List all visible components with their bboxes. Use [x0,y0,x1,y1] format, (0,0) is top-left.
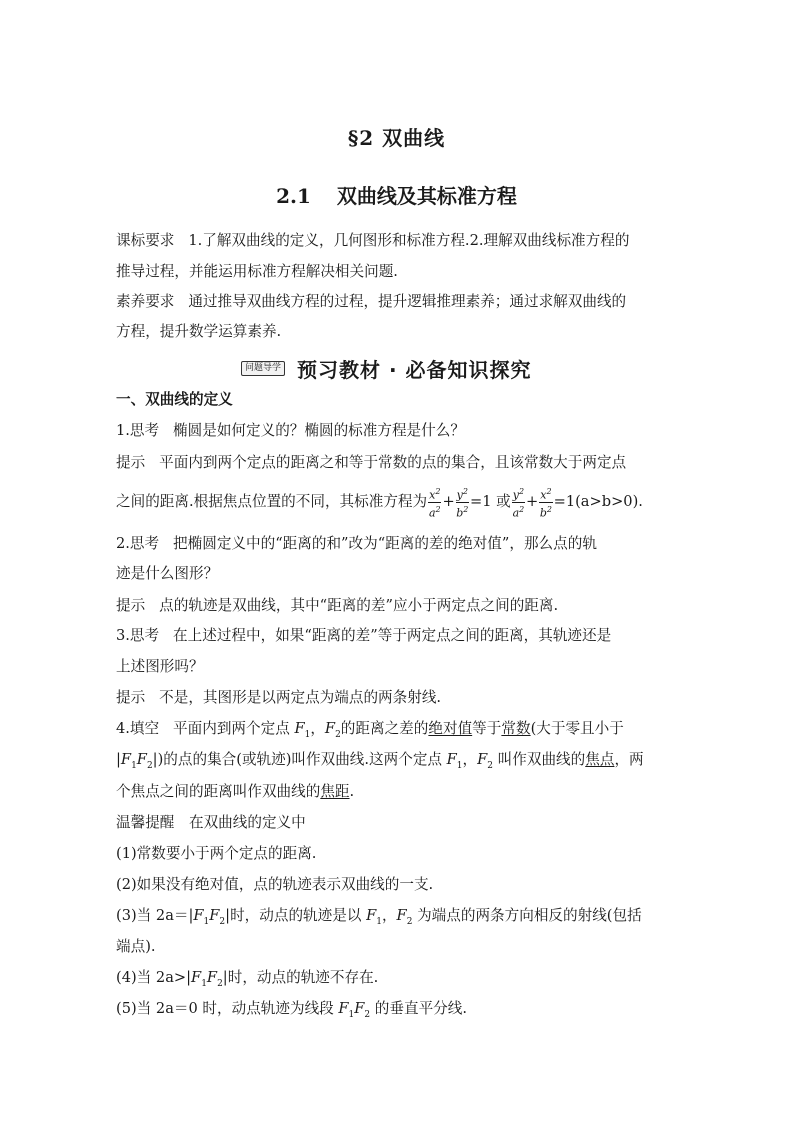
tip-3-text-b: 时，动点的轨迹是以 [230,907,367,924]
tip-1: (1)常数要小于两个定点的距离. [116,845,317,862]
q3-line1 [116,626,696,646]
q1-hint-label: 提示 [116,454,146,471]
q1-hint-line1 [116,453,696,473]
standard-requirement-line2: 推导过程，并能运用标准方程解决相关问题. [116,263,398,280]
tip-2: (2)如果没有绝对值，点的轨迹表示双曲线的一支. [116,876,434,893]
tip-3-line2: 端点). [116,938,156,955]
q3-hint-label: 提示 [116,689,146,706]
standard-requirement-text: 1.了解双曲线的定义，几何图形和标准方程.2.理解双曲线标准方程的 [188,232,630,249]
q4-line2: $|F_1F_2|$)的点的集合(或轨迹)叫作双曲线.这两个定点 $F_1$，$F_2$ 叫作双曲线的焦点，两 [116,751,644,771]
fraction-x2-b2: $\frac{x^2}{b^2}$ [539,487,552,520]
standard-requirement-line1 [116,231,696,251]
banner-tag: 问题导学 [241,361,285,376]
q2-line1 [116,534,696,554]
preview-banner [241,354,532,382]
q4-text-g: ，两 [614,751,644,768]
subsection-number: 2.1 [276,184,311,208]
q4-text-a: 平面内到两个定点 [173,720,295,737]
q3-label: 3.思考 [116,627,160,644]
tip-5-text-a: (5)当 2a＝0 时，动点轨迹为线段 [116,1000,339,1017]
subsection-title [0,180,793,209]
tips-heading: 温馨提醒 在双曲线的定义中 [116,814,306,831]
literacy-requirement-label: 素养要求 [116,293,175,310]
q1-hint-prefix: 之间的距离.根据焦点位置的不同，其标准方程为 [116,493,428,511]
equation2-tail: =1(a>b>0). [553,493,643,511]
q4-text-f: 叫作双曲线的 [497,751,586,768]
q4-label: 4.填空 [116,720,160,737]
q3-line2: 上述图形吗？ [116,658,204,675]
f2-symbol: F [324,720,336,737]
tip-3-line1: (3)当 $2a=|F_1F_2|$时，动点的轨迹是以 $F_1$，$F_2$ 为端点的两条方向相反的射线(包括 [116,907,642,927]
q3-hint-text: 不是，其图形是以两定点为端点的两条射线. [159,689,442,706]
fraction-x2-a2: $\frac{x^2}{a^2}$ [428,487,441,520]
q3-hint [116,688,696,708]
q2-line2: 迹是什么图形？ [116,565,219,582]
tip-5-text-b: 的垂直平分线. [374,1000,467,1017]
q4-text-c: 等于 [472,720,502,737]
q1-hint-line2: 之间的距离.根据焦点位置的不同，其标准方程为 $\frac{x^2}{a^2}$ + $\frac{y^2}{b^2}$ =1 或 $\frac{y^2}{a^2}$ + $\frac{x^2}{b^2}$ =1(a>b>0). [116,487,643,520]
q2-text: 把椭圆定义中的“距离的和”改为“距离的差的绝对值”，那么点的轨 [173,535,597,552]
q2-hint [116,596,696,616]
literacy-requirement-line1 [116,292,696,312]
tip-4-text-b: 时，动点的轨迹不存在. [227,969,379,986]
tip-5: (5)当 2a＝0 时，动点轨迹为线段 $F_1F_2$ 的垂直平分线. [116,1000,467,1020]
fraction-y2-a2: $\frac{y^2}{a^2}$ [512,487,525,520]
banner-title: 预习教材 · 必备知识探究 [297,357,532,382]
standard-requirement-label: 课标要求 [116,232,175,249]
q2-hint-label: 提示 [116,597,146,614]
q4-text-d: (大于零且小于 [530,720,624,737]
tip-4-text-a: (4)当 2a> [116,969,187,986]
tip-3-text-c: 为端点的两条方向相反的射线(包括 [417,907,642,924]
f1-symbol: F [294,720,305,737]
q4-text-b: 的距离之差的 [340,720,429,737]
q2-hint-text: 点的轨迹是双曲线，其中“距离的差”应小于两定点之间的距离. [159,597,559,614]
q1-hint-text: 平面内到两个定点的距离之和等于常数的点的集合，且该常数大于两定点 [159,454,627,471]
subsection-text: 双曲线及其标准方程 [336,184,517,208]
tip-4: (4)当 $2a>|F_1F_2|$时，动点的轨迹不存在. [116,969,379,989]
answer-foci: 焦点 [585,751,615,768]
answer-absolute-value: 绝对值 [428,720,473,737]
q1-text: 椭圆是如何定义的？椭圆的标准方程是什么？ [173,422,465,439]
q4-text-i: . [349,783,355,800]
equation1-tail: =1 或 [469,493,511,511]
definition-heading: 一、双曲线的定义 [116,391,233,408]
q2-label: 2.思考 [116,535,160,552]
fraction-y2-b2: $\frac{y^2}{b^2}$ [456,487,469,520]
q4-text-e: )的点的集合(或轨迹)叫作双曲线.这两个定点 [157,751,447,768]
literacy-requirement-line2: 方程，提升数学运算素养. [116,323,282,340]
q4-line3 [116,782,696,802]
q1-label: 1.思考 [116,422,160,439]
q1-question [116,421,696,441]
q4-line1: 4.填空 平面内到两个定点 $F_1$，$F_2$的距离之差的绝对值等于常数(大于零且小于 [116,720,624,740]
q3-text: 在上述过程中，如果“距离的差”等于两定点之间的距离，其轨迹还是 [173,627,612,644]
tip-3-text-a: (3)当 2a＝ [116,907,189,924]
answer-constant: 常数 [501,720,531,737]
section-title: §2 双曲线 [347,126,446,150]
q4-text-h: 个焦点之间的距离叫作双曲线的 [116,783,321,800]
answer-focal-distance: 焦距 [320,783,350,800]
literacy-requirement-text: 通过推导双曲线方程的过程，提升逻辑推理素养；通过求解双曲线的 [188,293,627,310]
